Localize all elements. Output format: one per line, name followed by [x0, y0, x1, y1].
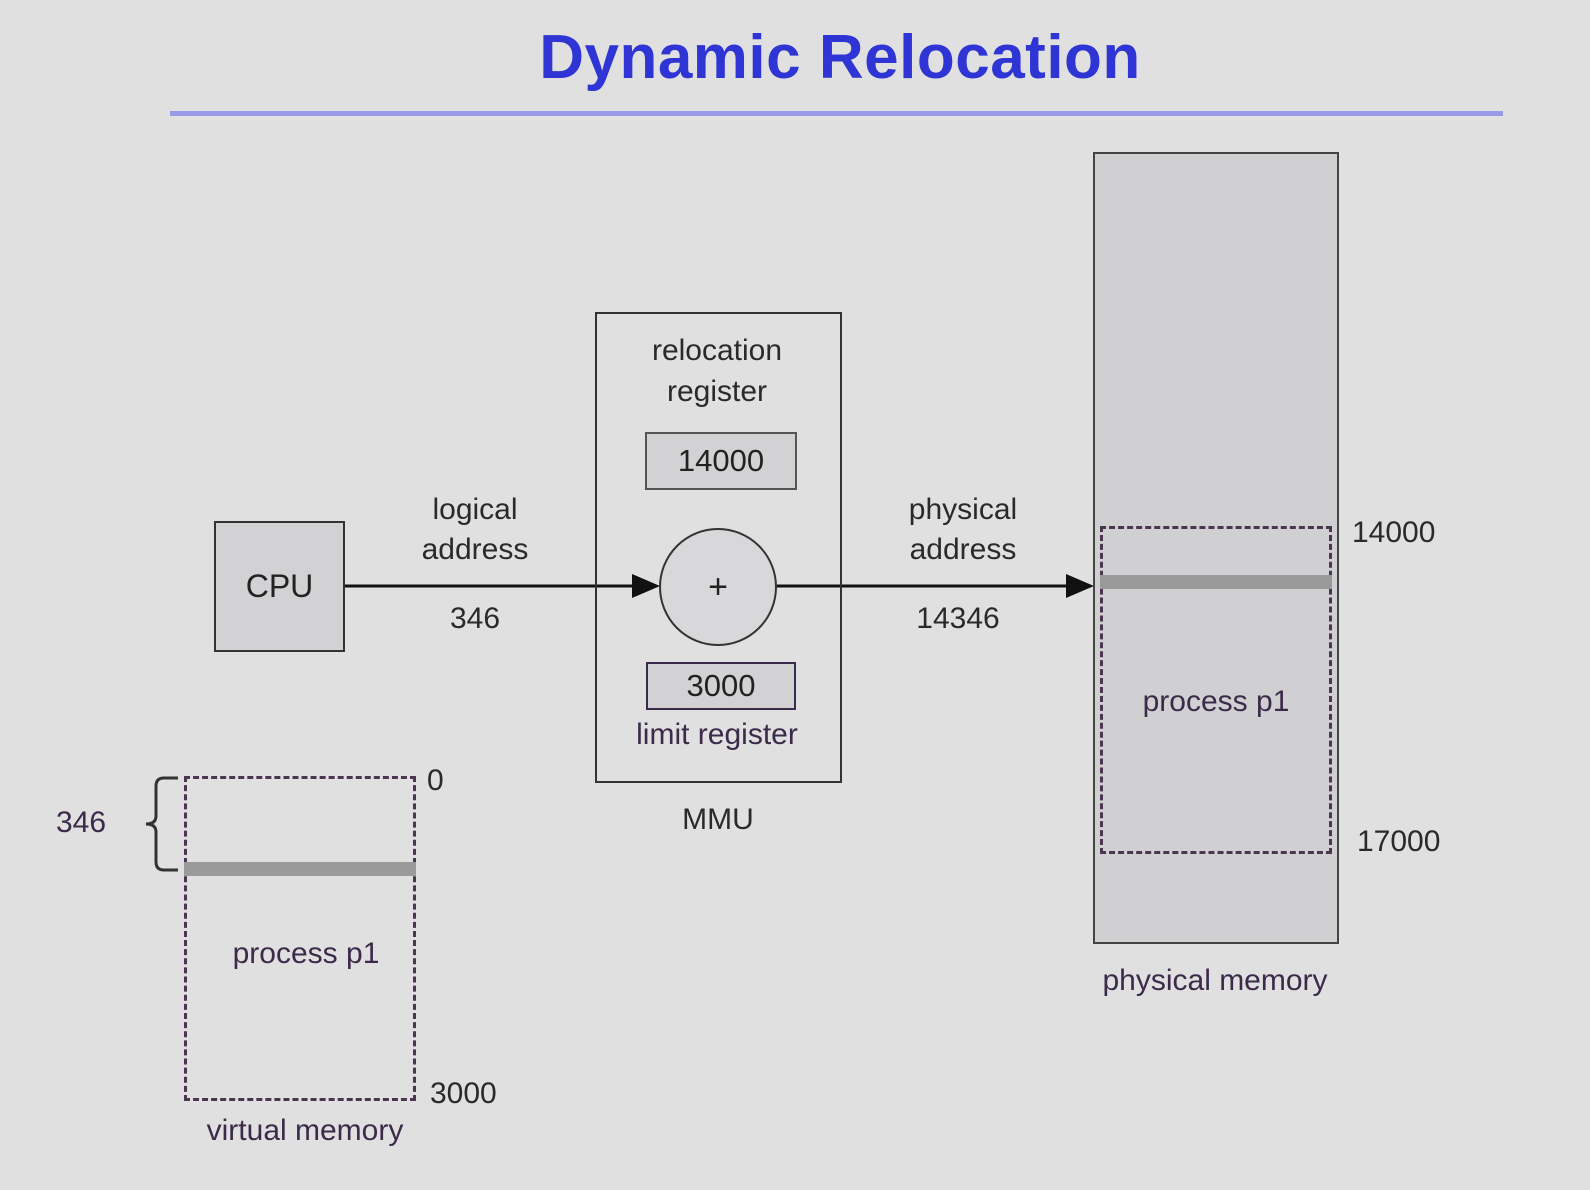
logical-label-line1: logical	[432, 493, 518, 526]
relocation-label-line1: relocation	[651, 334, 783, 367]
physical-address-label	[883, 490, 1043, 570]
cpu-label: CPU	[245, 568, 314, 604]
relocation-register-label	[617, 330, 817, 412]
physical-address-marker	[1100, 575, 1332, 589]
logical-label-line2: address	[421, 533, 529, 566]
physical-process-label: process p1	[1142, 685, 1290, 718]
virtual-process-label: process p1	[232, 937, 380, 970]
physical-label-line1: physical	[908, 493, 1018, 526]
limit-register-value: 3000	[646, 662, 796, 710]
virtual-address-marker	[184, 862, 416, 876]
relocation-register-value: 14000	[645, 432, 797, 490]
virtual-end-label: 3000	[430, 1077, 497, 1110]
physical-arrow-head	[1066, 574, 1094, 598]
mmu-label: MMU	[682, 803, 754, 836]
adder-circle: +	[659, 528, 777, 646]
virtual-start-label: 0	[427, 764, 444, 797]
limit-register-label: limit register	[636, 718, 798, 751]
relocation-label-line2: register	[666, 375, 768, 408]
logical-address-label	[395, 490, 555, 570]
virtual-offset-label: 346	[56, 806, 107, 839]
physical-start-label: 14000	[1352, 516, 1436, 549]
physical-label-line2: address	[909, 533, 1017, 566]
physical-address-value: 14346	[916, 602, 1000, 635]
slide-title: Dynamic Relocation	[539, 23, 1141, 92]
physical-end-label: 17000	[1357, 825, 1441, 858]
logical-address-value: 346	[449, 602, 501, 635]
physical-memory-label: physical memory	[1102, 964, 1328, 997]
virtual-memory-label: virtual memory	[206, 1114, 404, 1147]
offset-brace	[146, 778, 178, 870]
cpu-box	[214, 521, 345, 652]
